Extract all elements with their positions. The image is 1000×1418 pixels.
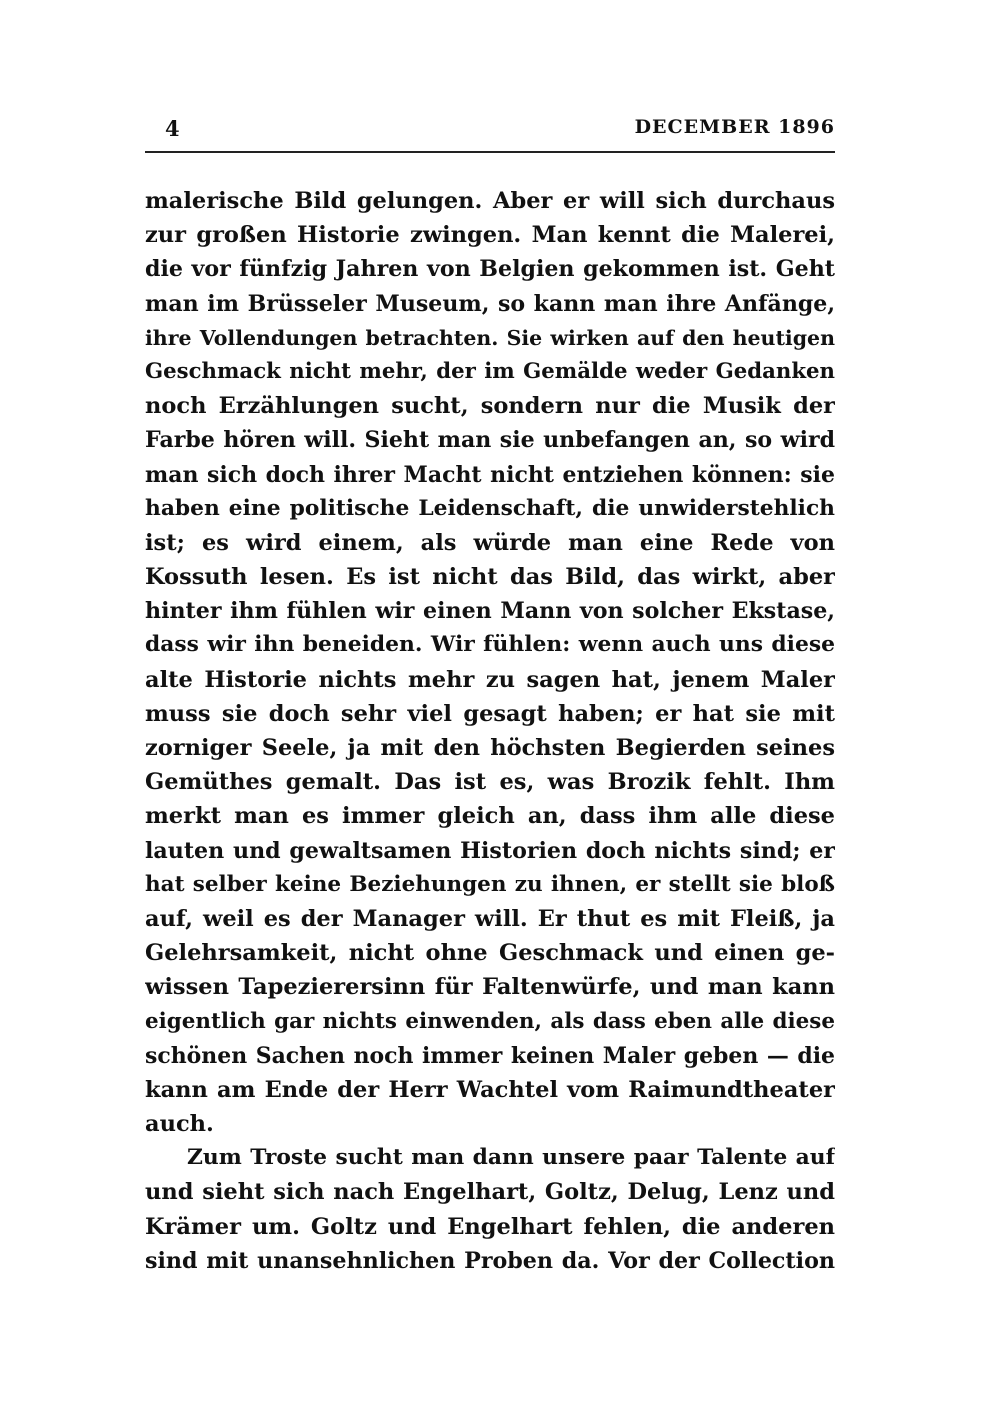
text-line: man sich doch ihrer Macht nicht entziehen können: sie	[145, 461, 835, 488]
text-line: noch Erzählungen sucht, sondern nur die Musik der	[145, 393, 835, 420]
text-line: Geschmack nicht mehr, der im Gemälde weder Gedanken	[145, 358, 835, 384]
page-number: 4	[165, 116, 180, 141]
paragraph-start-line: Zum Troste sucht man dann unsere paar Talente auf	[187, 1145, 835, 1171]
text-line: muss sie doch sehr viel gesagt haben; er hat sie mit	[145, 700, 835, 727]
text-line: Farbe hören will. Sieht man sie unbefangen an, so wird	[145, 427, 835, 454]
text-line: man im Brüsseler Museum, so kann man ihre Anfänge,	[145, 290, 835, 317]
text-line: hat selber keine Beziehungen zu ihnen, er stellt sie bloß	[145, 871, 835, 897]
text-line: zur großen Historie zwingen. Man kennt die Malerei,	[145, 222, 835, 249]
text-line: sind mit unansehnlichen Proben da. Vor der Collection	[145, 1247, 835, 1274]
text-line: die vor fünfzig Jahren von Belgien gekommen ist. Geht	[145, 256, 835, 283]
text-line: und sieht sich nach Engelhart, Goltz, Delug, Lenz und	[145, 1179, 835, 1206]
text-line: ist; es wird einem, als würde man eine Rede von	[145, 529, 835, 556]
body-text	[145, 184, 835, 1278]
header-rule	[145, 151, 835, 153]
page-header	[145, 116, 835, 146]
text-line: Krämer um. Goltz und Engelhart fehlen, die anderen	[145, 1213, 835, 1240]
text-line: lauten und gewaltsamen Historien doch nichts sind; er	[145, 837, 835, 864]
text-line: dass wir ihn beneiden. Wir fühlen: wenn auch uns diese	[145, 632, 835, 658]
text-line: kann am Ende der Herr Wachtel vom Raimundtheater	[145, 1076, 835, 1103]
text-line: Kossuth lesen. Es ist nicht das Bild, das wirkt, aber	[145, 564, 835, 591]
text-line: ihre Vollendungen betrachten. Sie wirken auf den heutigen	[145, 325, 835, 350]
text-line: alte Historie nichts mehr zu sagen hat, jenem Maler	[145, 666, 835, 693]
text-line: merkt man es immer gleich an, dass ihm alle diese	[145, 803, 835, 830]
paragraph-end-line: auch.	[145, 1111, 214, 1138]
text-line: Gemüthes gemalt. Das ist es, was Brozik fehlt. Ihm	[145, 769, 835, 796]
text-line: haben eine politische Leidenschaft, die unwiderstehlich	[145, 495, 835, 521]
running-head: DECEMBER 1896	[634, 116, 835, 138]
text-line: schönen Sachen noch immer keinen Maler geben — die	[145, 1042, 835, 1069]
text-line: wissen Tapezierersinn für Faltenwürfe, und man kann	[145, 974, 835, 1001]
text-line: hinter ihm fühlen wir einen Mann von solcher Ekstase,	[145, 598, 835, 625]
text-line: malerische Bild gelungen. Aber er will sich durchaus	[145, 188, 835, 214]
text-line: eigentlich gar nichts einwenden, als dass eben alle diese	[145, 1008, 835, 1034]
text-line: zorniger Seele, ja mit den höchsten Begierden seines	[145, 735, 835, 761]
text-line: auf, weil es der Manager will. Er thut es mit Fleiß, ja	[145, 905, 835, 932]
text-line: Gelehrsamkeit, nicht ohne Geschmack und einen ge-	[145, 940, 835, 967]
